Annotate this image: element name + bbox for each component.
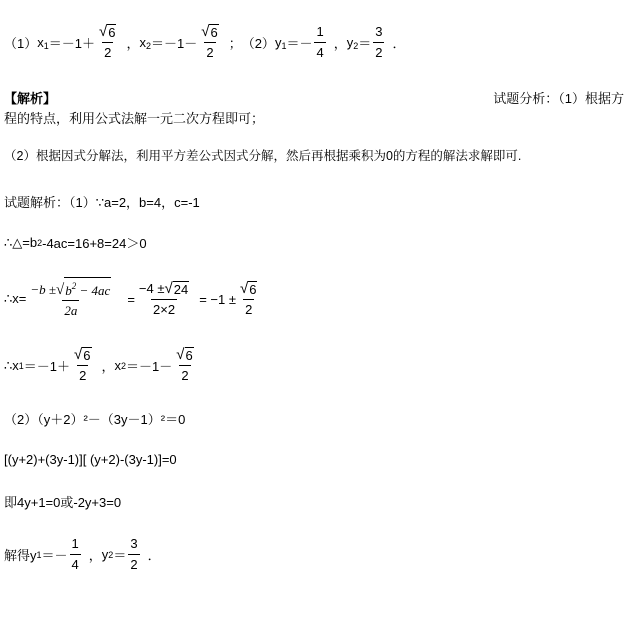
- eq-x2: ＝－1－: [150, 36, 198, 51]
- var-y2: $y_2$: [346, 34, 359, 51]
- part-1-label: （1）: [4, 36, 38, 51]
- solution-roots-x: ∴x 1 ＝－1＋ √ 6 2 ， x 2 ＝－1－ √ 6 2: [4, 345, 198, 386]
- quadratic-fraction: −b ± √ $b^2 - 4ac$ 2a: [28, 277, 113, 321]
- solution-given: 试题解析：（1）∵a=2，b=4，c=-1: [4, 195, 200, 210]
- simplified-fraction: √ 6 2: [238, 279, 259, 320]
- solution-quadratic-formula: ∴x= −b ± √ $b^2 - 4ac$ 2a = −4 ± √ 24 2×2 = −1 ± √ 6 2: [4, 277, 261, 321]
- analysis-line-2: 程的特点，利用公式法解一元二次方程即可；: [4, 111, 265, 126]
- solution-factored: [(y+2)+(3y-1)][ (y+2)-(3y-1)]=0: [4, 452, 177, 467]
- fraction-1-over-4: $\frac{1}{4}$: [314, 22, 325, 63]
- analysis-intro: （1）根据方: [558, 91, 624, 106]
- fraction-3-over-2: $\frac{3}{2}$: [373, 22, 384, 63]
- solution-either: 即4y+1=0或-2y+3=0: [4, 495, 122, 510]
- var-y1: $y_1$: [274, 34, 287, 51]
- eq-x1: ＝－1＋: [48, 36, 95, 51]
- var-x2: $x_2$: [139, 34, 151, 51]
- solution-roots-y: 解得y 1 ＝－ $\frac{1}{4}$ ， y 2 ＝ $\frac{3}{2}$ ．: [4, 534, 161, 575]
- analysis-heading-line: [4, 88, 624, 107]
- var-x1: $x_1$: [37, 34, 49, 51]
- fraction-sqrt6-over-2-b: √ 6 2: [199, 22, 220, 63]
- substituted-fraction: −4 ± √ 24 2×2: [137, 279, 191, 320]
- solution-discriminant: ∴△=b 2 -4ac=16+8=24＞0: [4, 234, 147, 251]
- analysis-line-3: （2）根据因式分解法，利用平方差公式因式分解，然后再根据乘积为0的方程的解法求解即可.: [4, 149, 522, 163]
- answer-line: （1） $x_1$ ＝－1＋ √ 6 2 ， $x_2$ ＝－1－ √ 6 2 ； （2） $y_1$ ＝－ $\frac{1}{4}$ ， $y_2$ ＝ $\frac{3}{2}$ ．: [4, 22, 406, 63]
- fraction-sqrt6-over-2: √ 6 2: [97, 22, 118, 63]
- analysis-heading: 【解析】: [4, 91, 57, 106]
- analysis-label: 试题分析：: [493, 91, 559, 106]
- solution-part2-equation: （2）（y＋2）²－（3y－1）²＝0: [4, 412, 186, 427]
- part-2-label: （2）: [241, 36, 275, 51]
